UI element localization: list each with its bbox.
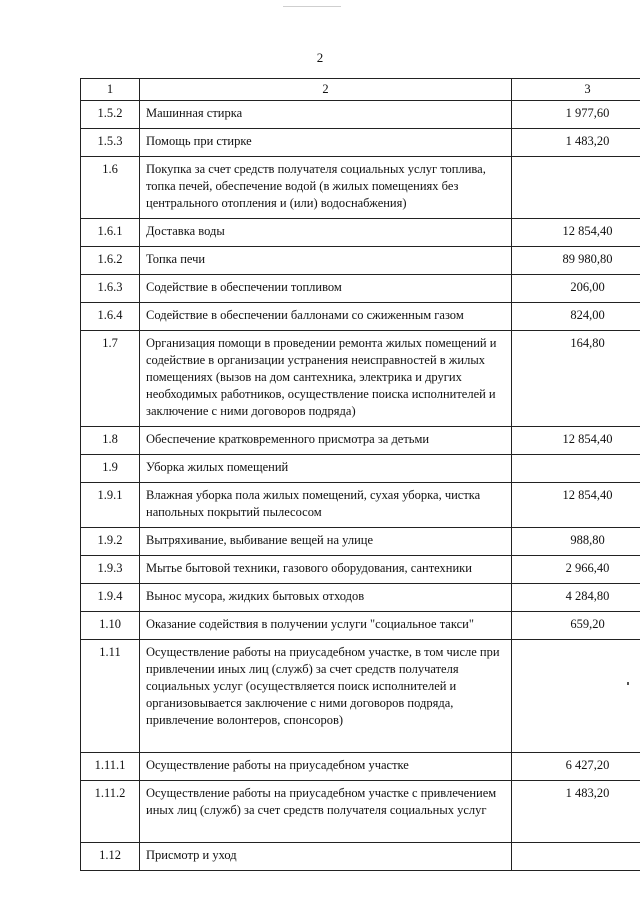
row-name: Влажная уборка пола жилых помещений, сухая уборка, чистка напольных покрытий пылесосом [140,483,512,528]
table-row [81,781,640,843]
row-code: 1.9 [81,455,140,483]
row-name: Осуществление работы на приусадебном участке [140,753,512,781]
row-name: Присмотр и уход [140,843,512,871]
table-row [81,303,640,331]
row-name: Топка печи [140,247,512,275]
row-value: 2 966,40 [512,556,640,584]
table-row [81,129,640,157]
header-cell-1: 1 [81,79,140,101]
row-value: 12 854,40 [512,219,640,247]
row-name: Машинная стирка [140,101,512,129]
table-row [81,275,640,303]
row-value: 89 980,80 [512,247,640,275]
table-row [81,331,640,427]
row-name: Доставка воды [140,219,512,247]
row-value: 12 854,40 [512,427,640,455]
row-value: 659,20 [512,612,640,640]
row-code: 1.8 [81,427,140,455]
table-row [81,584,640,612]
row-name: Мытье бытовой техники, газового оборудования, сантехники [140,556,512,584]
row-value: 1 483,20 [512,781,640,843]
row-code: 1.6.2 [81,247,140,275]
row-name: Организация помощи в проведении ремонта жилых помещений и содействие в организации устранения неисправностей в жилых помещениях (вызов на дом сантехника, электрика и других необходимых работников, осуществление поиска исполнителей и заключение с ними договоров подряда) [140,331,512,427]
table-row [81,101,640,129]
row-value: 12 854,40 [512,483,640,528]
row-code: 1.6.4 [81,303,140,331]
table-row [81,157,640,219]
row-value: 824,00 [512,303,640,331]
row-value: 206,00 [512,275,640,303]
row-value [512,455,640,483]
row-name: Помощь при стирке [140,129,512,157]
row-value: 6 427,20 [512,753,640,781]
scan-artifact [283,6,341,7]
row-value [512,843,640,871]
row-name: Оказание содействия в получении услуги "социальное такси" [140,612,512,640]
header-cell-3: 3 [512,79,640,101]
page-number: 2 [316,50,324,65]
table-row [81,753,640,781]
row-code: 1.9.3 [81,556,140,584]
row-name: Осуществление работы на приусадебном участке с привлечением иных лиц (служб) за счет средств получателя социальных услуг [140,781,512,843]
row-code: 1.5.3 [81,129,140,157]
row-name: Уборка жилых помещений [140,455,512,483]
row-value: 4 284,80 [512,584,640,612]
table-row [81,483,640,528]
row-code: 1.9.1 [81,483,140,528]
table-row [81,528,640,556]
table-row [81,455,640,483]
row-name: Вытряхивание, выбивание вещей на улице [140,528,512,556]
row-name: Вынос мусора, жидких бытовых отходов [140,584,512,612]
row-code: 1.6 [81,157,140,219]
row-name: Покупка за счет средств получателя социальных услуг топлива, топка печей, обеспечение водой (в жилых помещениях без центрального отопления и (или) водоснабжения) [140,157,512,219]
row-code: 1.5.2 [81,101,140,129]
table-row [81,247,640,275]
row-name: Содействие в обеспечении топливом [140,275,512,303]
row-value [512,157,640,219]
row-value: 988,80 [512,528,640,556]
table-row [81,219,640,247]
row-code: 1.11 [81,640,140,753]
row-name: Осуществление работы на приусадебном участке, в том числе при привлечении иных лиц (служб) за счет средств получателя социальных услуг (осуществляется поиск исполнителей и организовывается заключение с ними договоров подряда, привлечение волонтеров, спонсоров) [140,640,512,753]
row-name: Обеспечение кратковременного присмотра за детьми [140,427,512,455]
table-row [81,640,640,753]
row-value [512,640,640,753]
row-code: 1.10 [81,612,140,640]
header-cell-2: 2 [140,79,512,101]
row-code: 1.12 [81,843,140,871]
row-value: 1 483,20 [512,129,640,157]
table-row [81,843,640,871]
row-value: 164,80 [512,331,640,427]
row-code: 1.11.1 [81,753,140,781]
table-row [81,427,640,455]
row-code: 1.9.2 [81,528,140,556]
row-code: 1.11.2 [81,781,140,843]
row-code: 1.7 [81,331,140,427]
tariff-table [80,78,640,871]
table-header-row [81,79,640,101]
row-value: 1 977,60 [512,101,640,129]
row-code: 1.9.4 [81,584,140,612]
table-row [81,556,640,584]
row-code: 1.6.3 [81,275,140,303]
row-name: Содействие в обеспечении баллонами со сжиженным газом [140,303,512,331]
row-code: 1.6.1 [81,219,140,247]
table-row [81,612,640,640]
